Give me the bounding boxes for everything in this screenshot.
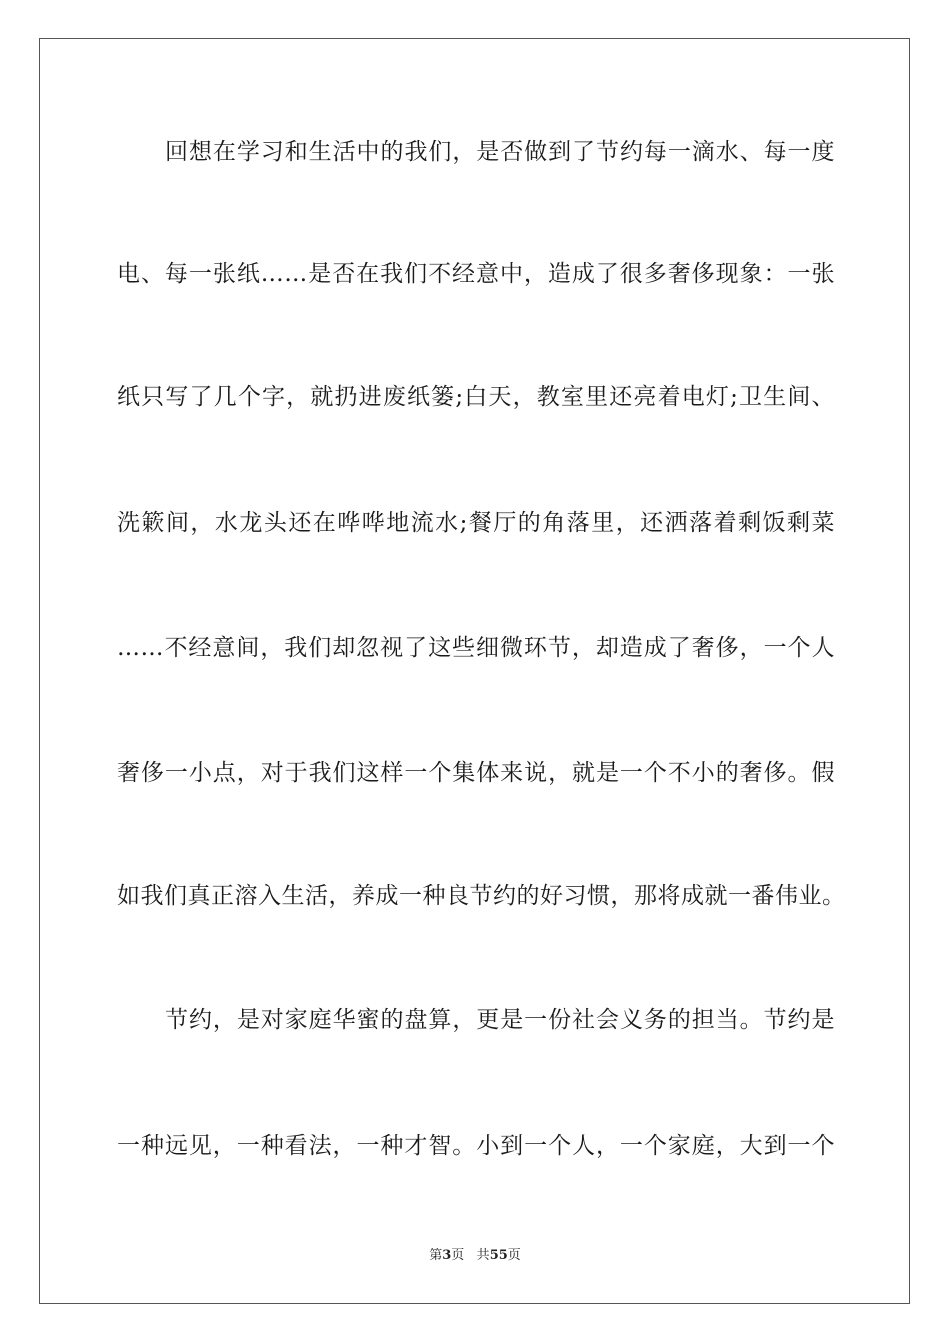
total-pages: 55 <box>489 1248 508 1263</box>
text-line-9: 一种远见，一种看法，一种才智。小到一个人，一个家庭，大到一个 <box>117 1133 835 1159</box>
text-line-2: 电、每一张纸……是否在我们不经意中，造成了很多奢侈现象：一张 <box>117 261 835 287</box>
page-border <box>39 38 910 1304</box>
text-line-6: 奢侈一小点，对于我们这样一个集体来说，就是一个不小的奢侈。假 <box>117 760 835 786</box>
total-prefix: 共 <box>476 1248 490 1263</box>
text-line-7: 如我们真正溶入生活，养成一种良节约的好习惯，那将成就一番伟业。 <box>117 883 846 909</box>
text-line-5: ……不经意间，我们却忽视了这些细微环节，却造成了奢侈，一个人 <box>117 635 835 661</box>
page-suffix: 页 <box>451 1248 465 1263</box>
page-prefix: 第 <box>429 1248 443 1263</box>
page-footer <box>0 1247 950 1265</box>
page-number: 3 <box>442 1248 452 1263</box>
text-line-3: 纸只写了几个字，就扔进废纸篓;白天，教室里还亮着电灯;卫生间、 <box>117 384 835 410</box>
text-line-8: 节约，是对家庭华蜜的盘算，更是一份社会义务的担当。节约是 <box>165 1007 835 1033</box>
total-suffix: 页 <box>507 1248 521 1263</box>
text-line-1: 回想在学习和生活中的我们，是否做到了节约每一滴水、每一度 <box>165 139 835 165</box>
text-line-4: 洗簌间，水龙头还在哗哗地流水;餐厅的角落里，还洒落着剩饭剩菜 <box>117 510 835 536</box>
